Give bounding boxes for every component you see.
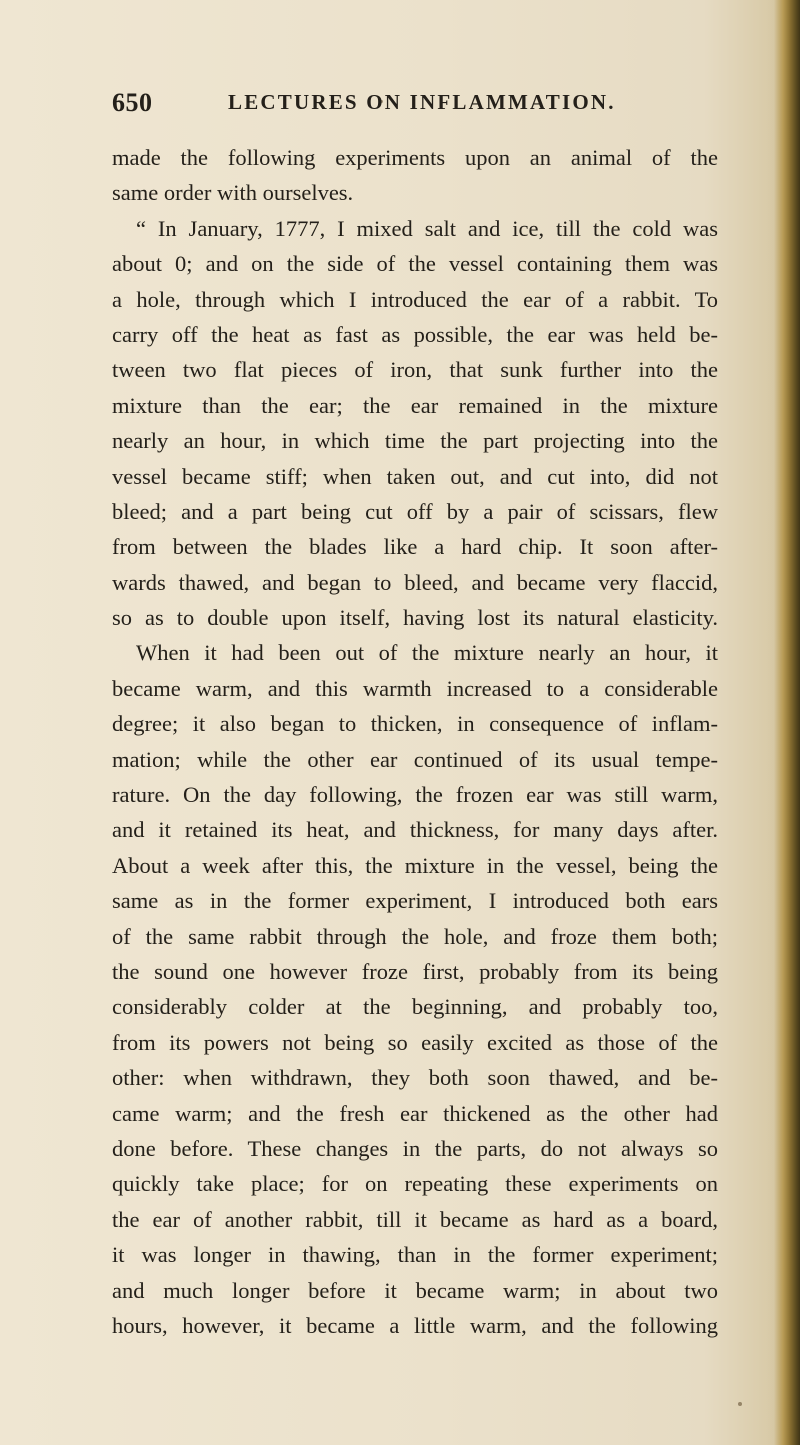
text-line: bleed; and a part being cut off by a pair of scissars, flew (112, 498, 718, 524)
page-number: 650 (112, 88, 153, 117)
paper-foxing-spot (738, 1402, 742, 1406)
text-line: of the same rabbit through the hole, and froze them both; (112, 923, 718, 949)
text-line: carry off the heat as fast as possible, the ear was held be- (112, 321, 718, 347)
text-line: nearly an hour, in which time the part projecting into the (112, 428, 718, 454)
text-line: the sound one however froze first, probably from its being (112, 958, 718, 984)
text-line: considerably colder at the beginning, and probably too, (112, 994, 718, 1020)
text-line: from between the blades like a hard chip. It soon after- (112, 534, 718, 560)
text-line: When it had been out of the mixture nearly an hour, it (136, 640, 718, 666)
text-line: hours, however, it became a little warm, and the following (112, 1312, 718, 1338)
body-text (112, 140, 718, 1343)
text-line: degree; it also began to thicken, in consequence of inflam- (112, 711, 718, 737)
text-line: mation; while the other ear continued of its usual tempe- (112, 746, 718, 772)
page-header (112, 88, 712, 128)
text-line: and much longer before it became warm; in about two (112, 1277, 718, 1303)
text-line: same as in the former experiment, I introduced both ears (112, 888, 718, 914)
text-line: it was longer in thawing, than in the former experiment; (112, 1242, 718, 1268)
text-line: wards thawed, and began to bleed, and became very flaccid, (112, 569, 718, 595)
text-line: vessel became stiff; when taken out, and cut into, did not (112, 463, 718, 489)
page-gutter-shadow (774, 0, 800, 1445)
text-line: about 0; and on the side of the vessel containing them was (112, 251, 718, 277)
text-line: came warm; and the fresh ear thickened as the other had (112, 1100, 718, 1126)
text-line: so as to double upon itself, having lost its natural elasticity. (112, 605, 718, 631)
text-line: the ear of another rabbit, till it became as hard as a board, (112, 1206, 718, 1232)
text-line: “ In January, 1777, I mixed salt and ice, till the cold was (136, 215, 718, 241)
text-line: rature. On the day following, the frozen ear was still warm, (112, 782, 718, 808)
running-title: LECTURES ON INFLAMMATION. (228, 90, 616, 114)
text-line: and it retained its heat, and thickness, for many days after. (112, 817, 718, 843)
text-line: a hole, through which I introduced the ear of a rabbit. To (112, 286, 718, 312)
text-line: same order with ourselves. (112, 180, 354, 206)
text-line: quickly take place; for on repeating these experiments on (112, 1171, 718, 1197)
text-line: mixture than the ear; the ear remained in the mixture (112, 392, 718, 418)
text-line: other: when withdrawn, they both soon thawed, and be- (112, 1065, 718, 1091)
text-line: done before. These changes in the parts, do not always so (112, 1135, 718, 1161)
text-line: made the following experiments upon an animal of the (112, 145, 718, 170)
text-line: became warm, and this warmth increased to a considerable (112, 675, 718, 701)
text-line: About a week after this, the mixture in the vessel, being the (112, 852, 718, 878)
text-line: from its powers not being so easily excited as those of the (112, 1029, 718, 1055)
text-line: tween two flat pieces of iron, that sunk further into the (112, 357, 718, 383)
